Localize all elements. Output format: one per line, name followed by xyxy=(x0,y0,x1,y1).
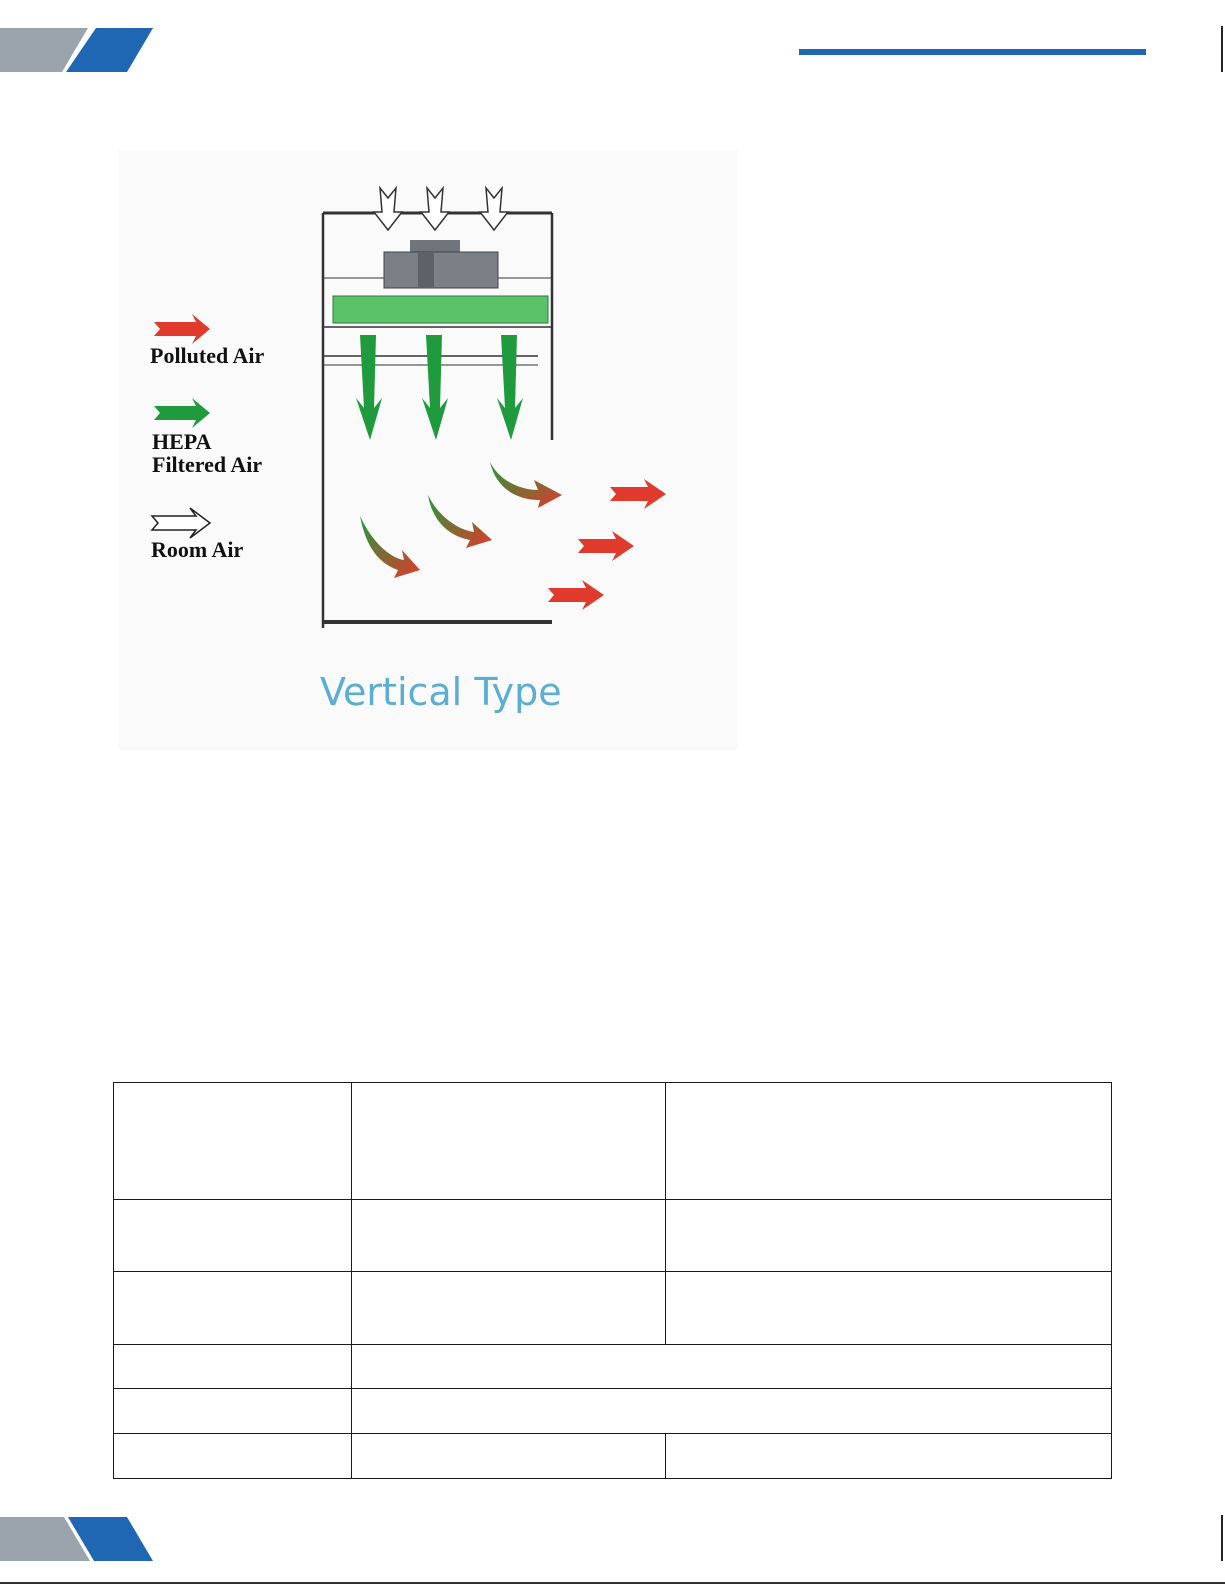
footer-line xyxy=(0,1582,1225,1584)
table-cell xyxy=(352,1272,666,1345)
footer-banner xyxy=(0,1515,160,1563)
table-cell xyxy=(352,1345,1112,1389)
header-blue-line xyxy=(799,49,1146,55)
table-cell xyxy=(352,1200,666,1272)
header-banner xyxy=(0,26,160,74)
table-cell xyxy=(114,1389,352,1434)
table-cell xyxy=(114,1345,352,1389)
hepa-filter-icon xyxy=(333,296,548,323)
table-cell xyxy=(352,1083,666,1200)
airflow-diagram xyxy=(118,150,738,750)
table-cell xyxy=(114,1200,352,1272)
table-row xyxy=(114,1272,1112,1345)
table-cell xyxy=(666,1434,1112,1479)
table-row xyxy=(114,1083,1112,1200)
legend-hepa-label: HEPA xyxy=(152,429,212,454)
table-cell xyxy=(666,1083,1112,1200)
page-edge-mark xyxy=(1221,1515,1223,1561)
table-cell xyxy=(114,1083,352,1200)
table-cell xyxy=(352,1389,1112,1434)
table-row xyxy=(114,1389,1112,1434)
spec-table xyxy=(113,1082,1112,1479)
table-row xyxy=(114,1434,1112,1479)
legend-hepa-label-2: Filtered Air xyxy=(152,452,263,477)
table-cell xyxy=(114,1434,352,1479)
table-row xyxy=(114,1345,1112,1389)
table-cell xyxy=(666,1200,1112,1272)
legend-room-label: Room Air xyxy=(151,537,244,562)
table-cell xyxy=(666,1272,1112,1345)
legend-polluted-label: Polluted Air xyxy=(150,343,265,368)
table-cell xyxy=(114,1272,352,1345)
table-cell xyxy=(352,1434,666,1479)
table-row xyxy=(114,1200,1112,1272)
page-edge-mark xyxy=(1221,26,1223,72)
diagram-caption: Vertical Type xyxy=(320,670,562,714)
